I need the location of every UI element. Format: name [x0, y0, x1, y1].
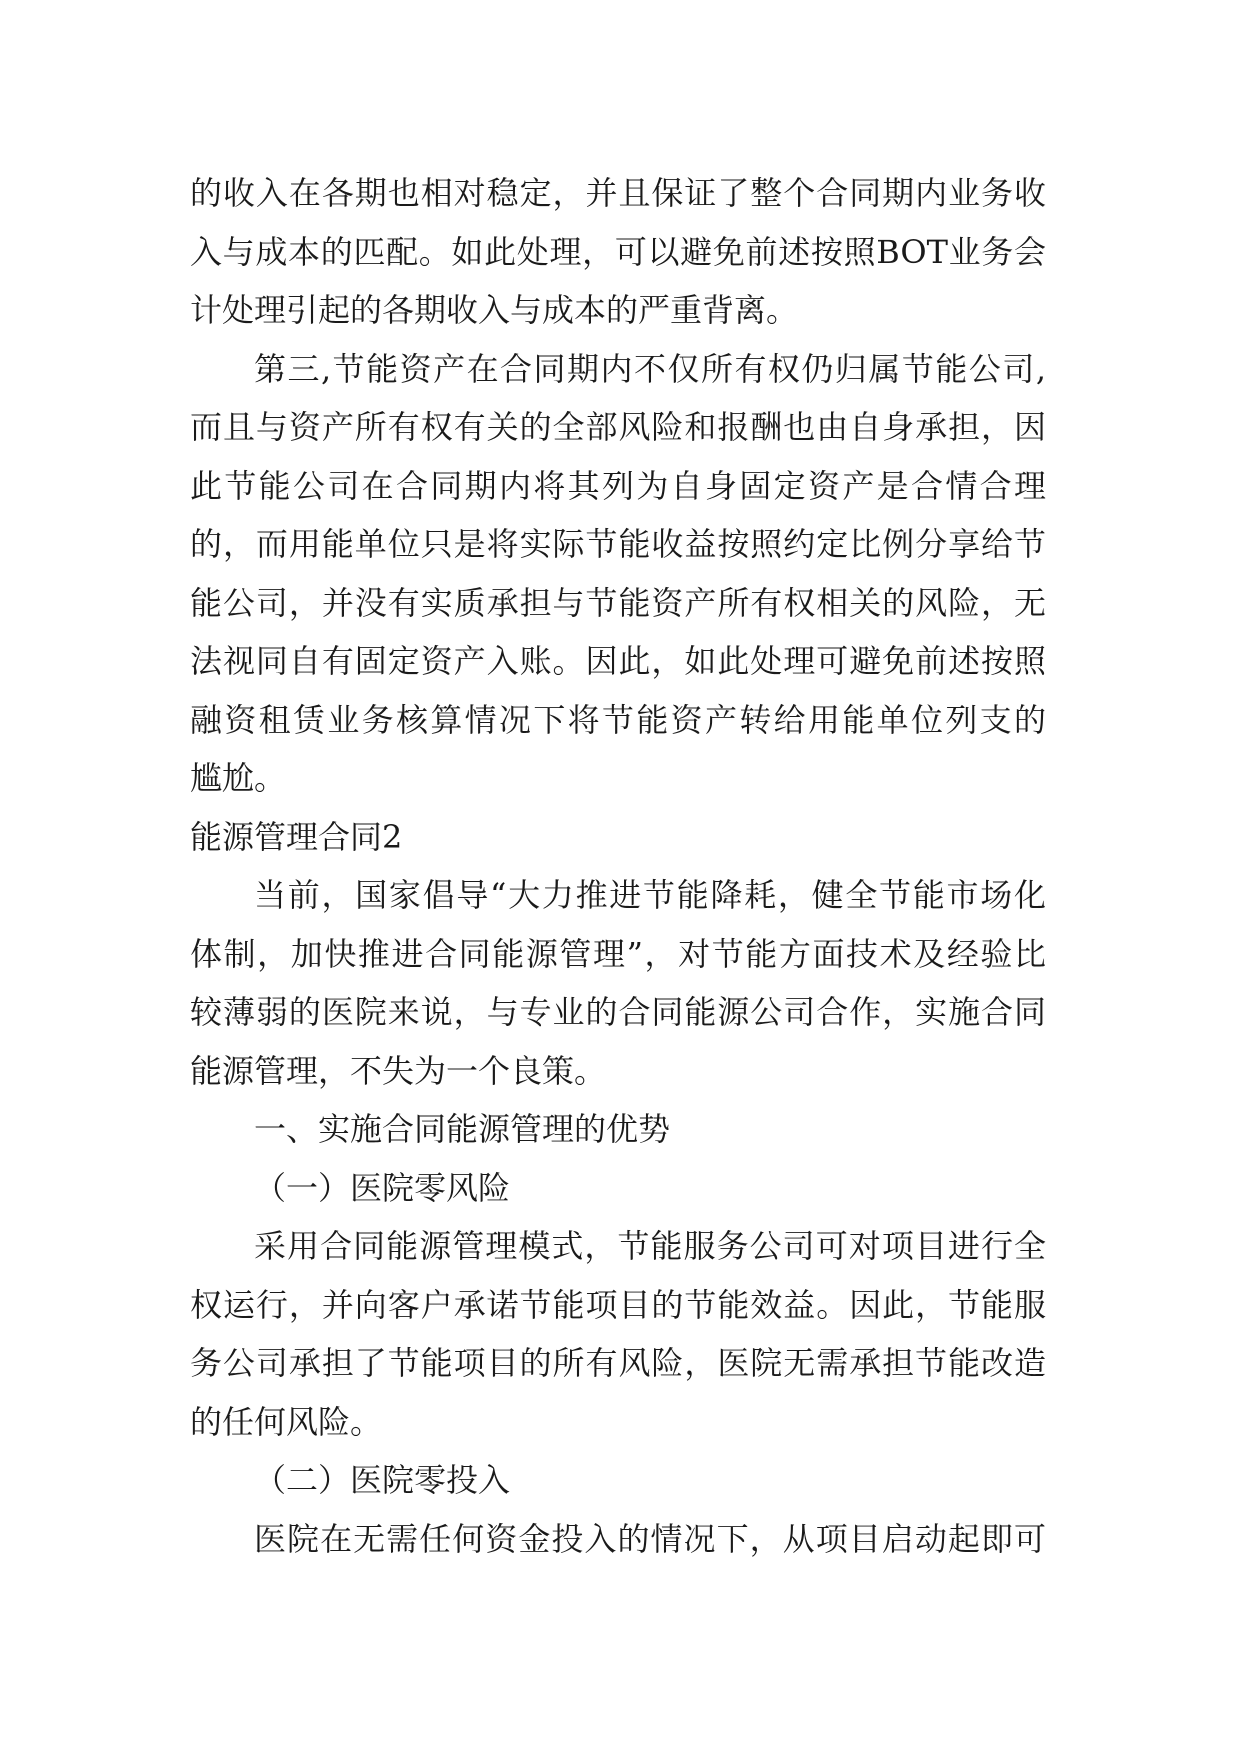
text-line: 而且与资产所有权有关的全部风险和报酬也由自身承担，因: [190, 408, 1046, 446]
text-line: 能源管理，不失为一个良策。: [190, 1051, 607, 1090]
paragraph-start-line: 当前，国家倡导“大力推进节能降耗，健全节能市场化: [254, 876, 1046, 914]
paragraph-start-line: 医院在无需任何资金投入的情况下，从项目启动起即可: [254, 1519, 1046, 1558]
paragraph-start-line: 采用合同能源管理模式，节能服务公司可对项目进行全: [254, 1227, 1046, 1265]
text-line: 尴尬。: [190, 759, 287, 797]
text-line: 此节能公司在合同期内将其列为自身固定资产是合情合理: [190, 466, 1046, 505]
text-line: 体制，加快推进合同能源管理”，对节能方面技术及经验比: [190, 934, 1046, 973]
section-title: 能源管理合同2: [190, 817, 403, 856]
text-line: 的，而用能单位只是将实际节能收益按照约定比例分享给节: [190, 525, 1046, 563]
text-line: 融资租赁业务核算情况下将节能资产转给用能单位列支的: [190, 700, 1046, 739]
heading-level-1: 一、实施合同能源管理的优势: [254, 1110, 671, 1148]
text-line: 权运行，并向客户承诺节能项目的节能效益。因此，节能服: [190, 1285, 1046, 1324]
heading-level-2: （一）医院零风险: [254, 1168, 511, 1207]
document-body: [190, 164, 1046, 1568]
text-line: 较薄弱的医院来说，与专业的合同能源公司合作，实施合同: [190, 993, 1046, 1031]
text-line: 能公司，并没有实质承担与节能资产所有权相关的风险，无: [190, 583, 1046, 622]
text-line: 入与成本的匹配。如此处理，可以避免前述按照BOT业务会: [190, 232, 1046, 271]
paragraph-start-line: 第三,节能资产在合同期内不仅所有权仍归属节能公司,: [254, 349, 1046, 388]
text-line: 的收入在各期也相对稳定，并且保证了整个合同期内业务收: [190, 174, 1046, 212]
heading-level-2: （二）医院零投入: [254, 1461, 511, 1499]
text-line: 的任何风险。: [190, 1402, 383, 1441]
text-line: 计处理引起的各期收入与成本的严重背离。: [190, 291, 799, 329]
text-line: 务公司承担了节能项目的所有风险，医院无需承担节能改造: [190, 1344, 1046, 1382]
text-line: 法视同自有固定资产入账。因此，如此处理可避免前述按照: [190, 642, 1046, 680]
